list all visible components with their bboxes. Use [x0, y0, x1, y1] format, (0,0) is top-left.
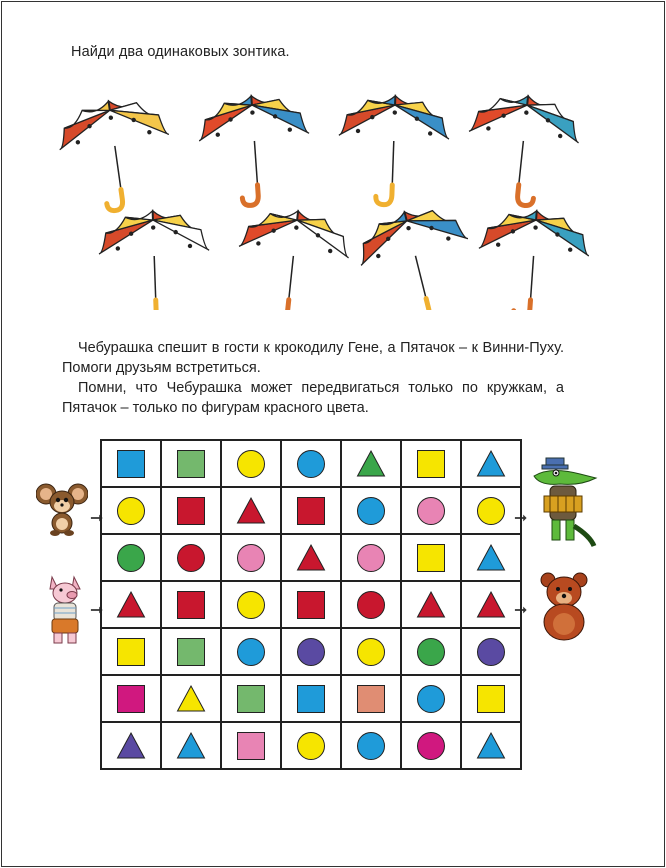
- grid-cell[interactable]: [402, 723, 462, 770]
- grid-cell[interactable]: [162, 676, 222, 723]
- pink-circle-shape: [416, 496, 446, 526]
- pink-square-shape: [236, 731, 266, 761]
- grid-cell[interactable]: [282, 629, 342, 676]
- blue-circle-shape: [416, 684, 446, 714]
- blue-triangle-shape: [476, 731, 506, 761]
- grid-cell[interactable]: [222, 441, 282, 488]
- grid-cell[interactable]: [162, 723, 222, 770]
- grid-cell[interactable]: [462, 441, 522, 488]
- umbrella-icon[interactable]: [337, 94, 451, 207]
- blue-square-shape: [116, 449, 146, 479]
- grid-cell[interactable]: [342, 723, 402, 770]
- blue-circle-shape: [236, 637, 266, 667]
- grid-cell[interactable]: [282, 723, 342, 770]
- grid-cell[interactable]: [402, 488, 462, 535]
- grid-cell[interactable]: [462, 488, 522, 535]
- grid-cell[interactable]: [462, 535, 522, 582]
- umbrella-icon[interactable]: [462, 90, 583, 210]
- lightgreen-square-shape: [236, 684, 266, 714]
- blue-square-shape: [296, 684, 326, 714]
- task2-paragraph-2: Помни, что Чебурашка может передвигаться только по кружкам, а Пятачок – только по фигурам красного цвета.: [62, 380, 564, 416]
- grid-cell[interactable]: [342, 629, 402, 676]
- grid-cell[interactable]: [282, 441, 342, 488]
- grid-cell[interactable]: [222, 676, 282, 723]
- grid-cell[interactable]: [222, 488, 282, 535]
- grid-cell[interactable]: [282, 535, 342, 582]
- grid-cell[interactable]: [282, 676, 342, 723]
- pink-circle-shape: [356, 543, 386, 573]
- lightgreen-square-shape: [176, 637, 206, 667]
- grid-cell[interactable]: [282, 488, 342, 535]
- grid-cell[interactable]: [222, 582, 282, 629]
- blue-triangle-shape: [476, 543, 506, 573]
- yellow-triangle-shape: [176, 684, 206, 714]
- yellow-square-shape: [416, 449, 446, 479]
- blue-circle-shape: [296, 449, 326, 479]
- grid-cell[interactable]: [162, 441, 222, 488]
- crocodile-gena-icon: [530, 456, 600, 548]
- violet-triangle-shape: [116, 731, 146, 761]
- violet-circle-shape: [296, 637, 326, 667]
- grid-cell[interactable]: [162, 582, 222, 629]
- blue-circle-shape: [356, 496, 386, 526]
- grid-cell[interactable]: [462, 676, 522, 723]
- grid-cell[interactable]: [462, 629, 522, 676]
- yellow-circle-shape: [236, 449, 266, 479]
- grid-cell[interactable]: [162, 488, 222, 535]
- salmon-square-shape: [356, 684, 386, 714]
- grid-cell[interactable]: [342, 676, 402, 723]
- red-triangle-shape: [116, 590, 146, 620]
- green-triangle-shape: [356, 449, 386, 479]
- grid-cell[interactable]: [222, 723, 282, 770]
- grid-cell[interactable]: [102, 441, 162, 488]
- grid-cell[interactable]: [402, 582, 462, 629]
- blue-circle-shape: [356, 731, 386, 761]
- grid-cell[interactable]: [102, 629, 162, 676]
- winnie-the-pooh-icon: [536, 570, 592, 642]
- yellow-circle-shape: [476, 496, 506, 526]
- yellow-circle-shape: [296, 731, 326, 761]
- blue-triangle-shape: [476, 449, 506, 479]
- red-triangle-shape: [296, 543, 326, 573]
- grid-cell[interactable]: [222, 535, 282, 582]
- green-circle-shape: [416, 637, 446, 667]
- blue-triangle-shape: [176, 731, 206, 761]
- grid-cell[interactable]: [402, 629, 462, 676]
- green-circle-shape: [116, 543, 146, 573]
- red-square-shape: [176, 496, 206, 526]
- yellow-square-shape: [476, 684, 506, 714]
- lightgreen-square-shape: [176, 449, 206, 479]
- red-circle-shape: [356, 590, 386, 620]
- umbrella-icon[interactable]: [232, 205, 353, 310]
- grid-cell[interactable]: [342, 441, 402, 488]
- red-square-shape: [296, 590, 326, 620]
- umbrella-icon[interactable]: [98, 209, 212, 310]
- red-triangle-shape: [236, 496, 266, 526]
- grid-cell[interactable]: [102, 488, 162, 535]
- grid-cell[interactable]: [342, 582, 402, 629]
- violet-circle-shape: [476, 637, 506, 667]
- grid-cell[interactable]: [342, 535, 402, 582]
- grid-cell[interactable]: [222, 629, 282, 676]
- piglet-icon: [42, 573, 88, 645]
- umbrella-icon[interactable]: [196, 92, 313, 209]
- arrow-icon: ➞: [90, 510, 104, 527]
- task2-paragraph-1: Чебурашка спешит в гости к крокодилу Гене, а Пятачок – к Винни-Пуху. Помоги друзьям встретиться.: [62, 340, 564, 376]
- grid-cell[interactable]: [162, 535, 222, 582]
- cheburashka-icon: [36, 480, 88, 536]
- umbrella-icon[interactable]: [474, 207, 591, 310]
- grid-cell[interactable]: [462, 723, 522, 770]
- pink-circle-shape: [236, 543, 266, 573]
- grid-cell[interactable]: [462, 582, 522, 629]
- arrow-icon: ➞: [514, 602, 528, 619]
- arrow-icon: ➞: [514, 510, 528, 527]
- yellow-circle-shape: [236, 590, 266, 620]
- magenta-circle-shape: [416, 731, 446, 761]
- task2-text: [62, 338, 564, 418]
- grid-cell[interactable]: [402, 535, 462, 582]
- yellow-square-shape: [416, 543, 446, 573]
- grid-cell[interactable]: [342, 488, 402, 535]
- umbrellas-illustration: [54, 70, 594, 310]
- grid-cell[interactable]: [102, 676, 162, 723]
- shapes-grid: [100, 439, 522, 770]
- red-square-shape: [296, 496, 326, 526]
- umbrella-icon[interactable]: [54, 93, 178, 217]
- grid-cell[interactable]: [102, 723, 162, 770]
- grid-cell[interactable]: [402, 441, 462, 488]
- grid-cell[interactable]: [102, 582, 162, 629]
- task1-title: Найди два одинаковых зонтика.: [71, 44, 290, 60]
- red-square-shape: [176, 590, 206, 620]
- red-triangle-shape: [476, 590, 506, 620]
- grid-cell[interactable]: [162, 629, 222, 676]
- arrow-icon: ➞: [90, 602, 104, 619]
- yellow-circle-shape: [356, 637, 386, 667]
- red-triangle-shape: [416, 590, 446, 620]
- grid-cell[interactable]: [102, 535, 162, 582]
- yellow-circle-shape: [116, 496, 146, 526]
- grid-cell[interactable]: [282, 582, 342, 629]
- yellow-square-shape: [116, 637, 146, 667]
- umbrella-icon[interactable]: [351, 199, 484, 310]
- magenta-square-shape: [116, 684, 146, 714]
- grid-cell[interactable]: [402, 676, 462, 723]
- red-circle-shape: [176, 543, 206, 573]
